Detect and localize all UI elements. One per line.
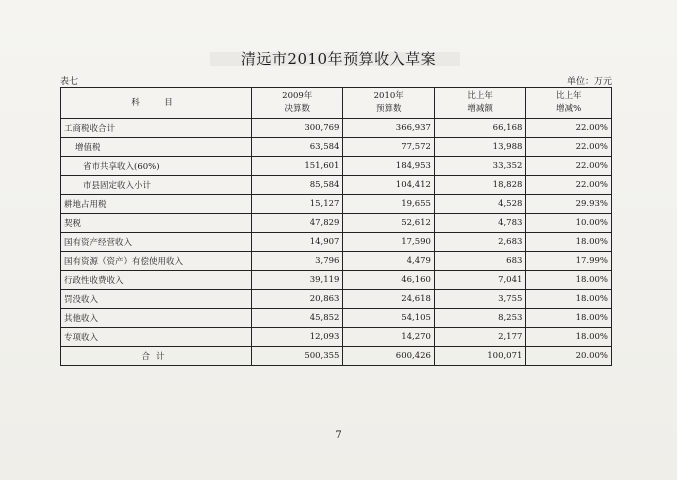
row-2010: 77,572 [343,138,434,157]
table-row [61,138,612,157]
row-name: 行政性收费收入 [61,271,252,290]
row-2010: 46,160 [343,271,434,290]
total-2010: 600,426 [343,347,434,366]
row-name: 增值税 [61,138,252,157]
row-2010: 24,618 [343,290,434,309]
table-row [61,290,612,309]
table-row [61,233,612,252]
row-name: 工商税收合计 [61,119,252,138]
header-diff [434,88,525,119]
header-pct-line1: 比上年 [555,91,582,101]
row-2009: 300,769 [252,119,343,138]
row-pct: 18.00% [526,290,612,309]
row-2010: 54,105 [343,309,434,328]
row-diff: 4,783 [434,214,525,233]
page-title: 清远市2010年预算收入草案 [240,50,437,68]
row-2009: 85,584 [252,176,343,195]
row-pct: 22.00% [526,157,612,176]
header-diff-line1: 比上年 [467,91,493,101]
row-name: 罚没收入 [61,290,252,309]
page-number: 7 [335,430,342,441]
row-pct: 18.00% [526,328,612,347]
header-pct-line2: 增减% [556,104,582,114]
row-2009: 20,863 [252,290,343,309]
row-2009: 47,829 [252,214,343,233]
row-pct: 10.00% [526,214,612,233]
row-diff: 4,528 [434,195,525,214]
row-diff: 8,253 [434,309,525,328]
row-2009: 15,127 [252,195,343,214]
row-diff: 3,755 [434,290,525,309]
row-2009: 45,852 [252,309,343,328]
table-row [61,214,612,233]
row-name: 省市共享收入(60%) [61,157,252,176]
row-name: 其他收入 [61,309,252,328]
row-diff: 683 [434,252,525,271]
row-diff: 18,828 [434,176,525,195]
row-2009: 151,601 [252,157,343,176]
row-diff: 33,352 [434,157,525,176]
table-row [61,119,612,138]
row-2009: 14,907 [252,233,343,252]
table-row [61,252,612,271]
row-name: 耕地占用税 [61,195,252,214]
header-2009-line2: 决算数 [284,104,310,114]
row-2010: 184,953 [343,157,434,176]
unit-label: 单位：万元 [566,77,612,87]
table-row [61,195,612,214]
row-diff: 13,988 [434,138,525,157]
row-2009: 12,093 [252,328,343,347]
row-pct: 18.00% [526,271,612,290]
header-row [61,88,612,119]
table-row [61,328,612,347]
total-pct: 20.00% [526,347,612,366]
row-2010: 52,612 [343,214,434,233]
header-2009-line1: 2009年 [282,91,313,101]
row-2010: 17,590 [343,233,434,252]
row-pct: 22.00% [526,138,612,157]
total-2009: 500,355 [252,347,343,366]
row-name: 专项收入 [61,328,252,347]
table-row [61,271,612,290]
table-row [61,309,612,328]
header-2010-line2: 预算数 [375,104,402,114]
row-pct: 18.00% [526,309,612,328]
row-diff: 66,168 [434,119,525,138]
row-diff: 7,041 [434,271,525,290]
total-row [61,347,612,366]
row-name: 国有资源（资产）有偿使用收入 [61,252,252,271]
row-2010: 366,937 [343,119,434,138]
table-label: 表七 [60,77,79,87]
row-pct: 22.00% [526,176,612,195]
budget-table [60,87,612,366]
row-2010: 19,655 [343,195,434,214]
row-pct: 17.99% [526,252,612,271]
row-2009: 63,584 [252,138,343,157]
row-name: 国有资产经营收入 [61,233,252,252]
header-2010-line1: 2010年 [373,91,404,101]
row-name: 市县固定收入小计 [61,176,252,195]
row-pct: 22.00% [526,119,612,138]
row-2010: 4,479 [343,252,434,271]
row-pct: 29.93% [526,195,612,214]
total-diff: 100,071 [434,347,525,366]
row-2010: 14,270 [343,328,434,347]
row-diff: 2,683 [434,233,525,252]
total-name: 合计 [61,347,252,366]
header-pct [526,88,612,119]
header-item: 科 目 [61,88,252,119]
header-2009 [252,88,343,119]
row-diff: 2,177 [434,328,525,347]
row-name: 契税 [61,214,252,233]
table-row [61,176,612,195]
table-row [61,157,612,176]
row-2009: 3,796 [252,252,343,271]
row-2010: 104,412 [343,176,434,195]
row-pct: 18.00% [526,233,612,252]
row-2009: 39,119 [252,271,343,290]
header-diff-line2: 增减额 [467,104,493,114]
header-2010 [343,88,434,119]
